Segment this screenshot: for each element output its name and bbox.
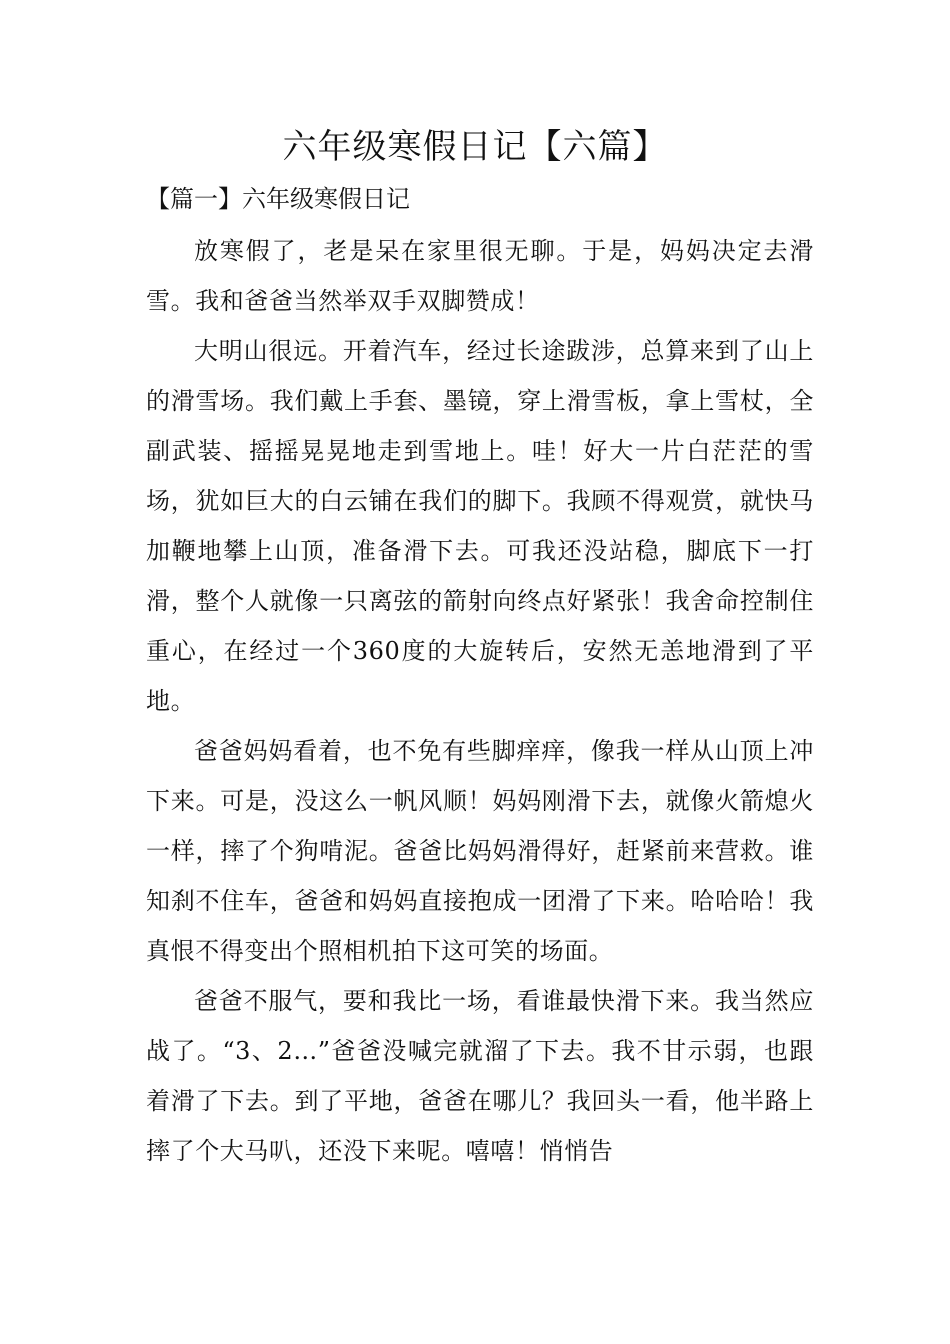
- paragraph-4: 爸爸不服气，要和我比一场，看谁最快滑下来。我当然应战了。“3、2…”爸爸没喊完就溜了下去。我不甘示弱，也跟着滑了下去。到了平地，爸爸在哪儿？我回头一看，他半路上摔了个大马叭，还没下来呢。嘻嘻！悄悄告: [146, 987, 814, 1165]
- paragraph-1: 放寒假了，老是呆在家里很无聊。于是，妈妈决定去滑雪。我和爸爸当然举双手双脚赞成！: [146, 237, 814, 315]
- paragraph-3: 爸爸妈妈看着，也不免有些脚痒痒，像我一样从山顶上冲下来。可是，没这么一帆风顺！妈妈刚滑下去，就像火箭熄火一样，摔了个狗啃泥。爸爸比妈妈滑得好，赶紧前来营救。谁知刹不住车，爸爸和妈妈直接抱成一团滑了下来。哈哈哈！我真恨不得变出个照相机拍下这可笑的场面。: [146, 737, 814, 965]
- paragraph-2: 大明山很远。开着汽车，经过长途跋涉，总算来到了山上的滑雪场。我们戴上手套、墨镜，穿上滑雪板，拿上雪杖，全副武装、摇摇晃晃地走到雪地上。哇！好大一片白茫茫的雪场，犹如巨大的白云铺在我们的脚下。我顾不得观赏，就快马加鞭地攀上山顶，准备滑下去。可我还没站稳，脚底下一打滑，整个人就像一只离弦的箭射向终点好紧张！我舍命控制住重心，在经过一个360度的大旋转后，安然无恙地滑到了平地。: [146, 337, 814, 715]
- document-title: 六年级寒假日记【六篇】: [282, 127, 668, 167]
- article-body: [146, 226, 814, 1176]
- section-heading: 【篇一】六年级寒假日记: [146, 185, 410, 213]
